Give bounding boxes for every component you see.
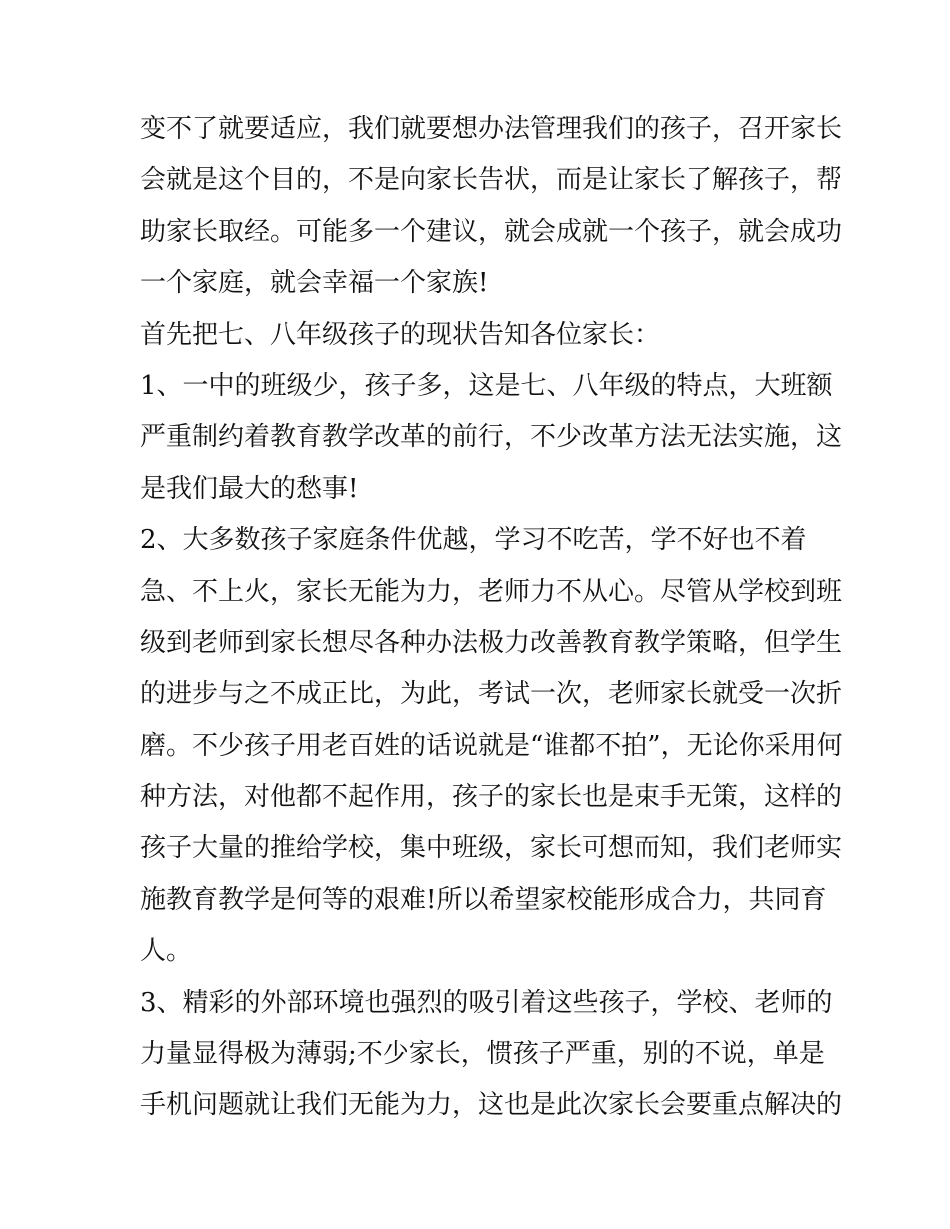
text-line: 1、一中的班级少，孩子多，这是七、八年级的特点，大班额 xyxy=(140,370,833,401)
text-line: 会就是这个目的，不是向家长告状，而是让家长了解孩子，帮 xyxy=(140,165,843,196)
text-line: 人。 xyxy=(140,936,193,967)
text-line: 急、不上火，家长无能为力，老师力不从心。尽管从学校到班 xyxy=(140,576,843,607)
text-line: 3、精彩的外部环境也强烈的吸引着这些孩子，学校、老师的 xyxy=(140,987,833,1018)
paragraph-status-intro xyxy=(140,310,812,361)
document-body xyxy=(140,104,843,1132)
text-line: 变不了就要适应，我们就要想办法管理我们的孩子，召开家长 xyxy=(140,114,843,144)
text-line: 施教育教学是何等的艰难!所以希望家校能形成合力，共同育 xyxy=(140,884,827,915)
text-line: 孩子大量的推给学校，集中班级，家长可想而知，我们老师实 xyxy=(140,833,843,864)
paragraph-point-2 xyxy=(140,515,843,978)
text-line: 是我们最大的愁事! xyxy=(140,473,359,504)
text-line: 助家长取经。可能多一个建议，就会成就一个孩子，就会成功 xyxy=(140,216,843,247)
text-line: 首先把七、八年级孩子的现状告知各位家长： xyxy=(140,319,661,350)
paragraph-intro xyxy=(140,104,843,310)
text-line: 力量显得极为薄弱;不少家长，惯孩子严重，别的不说，单是 xyxy=(140,1039,825,1070)
paragraph-point-3 xyxy=(140,978,843,1132)
text-line: 一个家庭，就会幸福一个家族! xyxy=(140,268,489,299)
text-line: 种方法，对他都不起作用，孩子的家长也是束手无策，这样的 xyxy=(140,782,843,813)
text-line: 手机问题就让我们无能为力，这也是此次家长会要重点解决的 xyxy=(140,1090,843,1121)
text-line: 严重制约着教育教学改革的前行，不少改革方法无法实施，这 xyxy=(140,422,843,453)
text-line: 2、大多数孩子家庭条件优越，学习不吃苦，学不好也不着 xyxy=(140,525,807,556)
text-line: 级到老师到家长想尽各种办法极力改善教育教学策略，但学生 xyxy=(140,627,843,658)
text-line: 磨。不少孩子用老百姓的话说就是“谁都不拍”，无论你采用何 xyxy=(140,730,843,761)
paragraph-point-1 xyxy=(140,361,843,515)
text-line: 的进步与之不成正比，为此，考试一次，老师家长就受一次折 xyxy=(140,679,843,710)
